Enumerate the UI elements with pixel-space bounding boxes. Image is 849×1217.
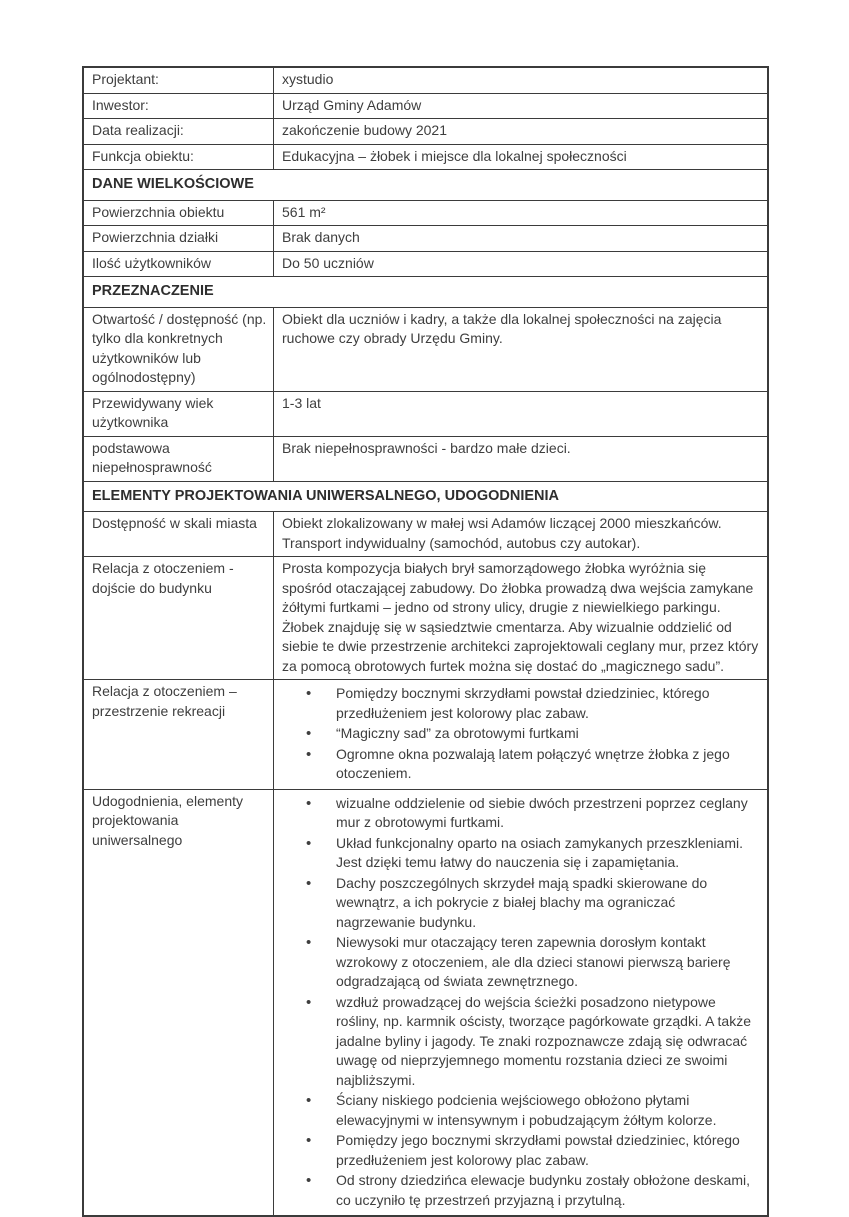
row-value: Edukacyjna – żłobek i miejsce dla lokalnej społeczności	[282, 147, 627, 164]
table-row-ilosc-uzytkownikow	[84, 251, 767, 277]
row-label: Ilość użytkowników	[84, 252, 274, 277]
row-label: Udogodnienia, elementy projektowania uniwersalnego	[84, 790, 274, 1216]
row-label: Dostępność w skali miasta	[84, 512, 274, 556]
table-row-data-realizacji	[84, 118, 767, 144]
row-value: Obiekt zlokalizowany w małej wsi Adamów liczącej 2000 mieszkańców. Transport indywidualny (samochód, autobus czy autokar).	[282, 515, 722, 551]
row-value	[274, 790, 767, 1216]
table-row-przewidywany-wiek	[84, 391, 767, 436]
row-value: Urząd Gminy Adamów	[282, 96, 422, 113]
row-value: zakończenie budowy 2021	[282, 122, 448, 138]
table-row-podstawowa-niepelnosprawnosc	[84, 436, 767, 481]
row-value: 561 m²	[282, 203, 326, 220]
bullet-item: • wzdłuż prowadzącej do wejścia ścieżki posadzono nietypowe rośliny, np. karmnik ościsty, tworzące pagórkowate grządki. A także jadalne byliny i jagody. Te znaki rozpoznawcze zdają się odwracać uwagę od nieprzyjemnego momentu rozstania dzieci ze swoimi najbliższymi.	[306, 993, 757, 1091]
row-value: Prosta kompozycja białych brył samorządowego żłobka wyróżnia się spośród otaczającej zabudowy. Do żłobka prowadzą dwa wejścia zamykane żółtymi furtkami – jedno od strony ulicy, drugie z niewielkiego parkingu. Żłobek znajduję się w sąsiedztwie cmentarza. Aby wizualnie oddzielić od siebie te dwie przestrzenie architekci zaprojektowali ceglany mur, przez który za pomocą obrotowych furtek można się dostać do „magicznego sadu”.	[282, 560, 759, 674]
section-header-dane-wielkosciowe: DANE WIELKOŚCIOWE	[84, 169, 767, 200]
row-label: Data realizacji:	[84, 119, 274, 144]
row-value: Brak niepełnosprawności - bardzo małe dzieci.	[282, 439, 571, 456]
row-label: Przewidywany wiek użytkownika	[84, 392, 274, 436]
section-header-elementy-projektowania: ELEMENTY PROJEKTOWANIA UNIWERSALNEGO, UDOGODNIENIA	[84, 481, 767, 512]
bullet-list	[282, 794, 759, 1211]
table-row-relacja-dojscie	[84, 556, 767, 679]
bullet-item: • Pomiędzy bocznymi skrzydłami powstał dziedziniec, którego przedłużeniem jest kolorowy plac zabaw.	[306, 684, 757, 723]
row-label: Powierzchnia obiektu	[84, 201, 274, 226]
row-label: Powierzchnia działki	[84, 226, 274, 251]
row-value: Obiekt dla uczniów i kadry, a także dla lokalnej społeczności na zajęcia ruchowe czy obrady Urzędu Gminy.	[282, 310, 722, 346]
bullet-item: • “Magiczny sad” za obrotowymi furtkami	[306, 724, 757, 744]
row-label: Otwartość / dostępność (np. tylko dla konkretnych użytkowników lub ogólnodostępny)	[84, 308, 274, 391]
row-label: podstawowa niepełnosprawność	[84, 437, 274, 481]
bullet-item: • Układ funkcjonalny oparto na osiach zamykanych przeszkleniami. Jest dzięki temu łatwy do nauczenia się i zapamiętania.	[306, 834, 757, 873]
table-row-dostepnosc-w-skali-miasta	[84, 511, 767, 556]
table-row-powierzchnia-obiektu	[84, 200, 767, 226]
row-value: 1-3 lat	[282, 394, 321, 411]
table-row-udogodnienia	[84, 789, 767, 1216]
row-value	[274, 680, 767, 789]
table-row-projektant	[84, 68, 767, 93]
table-row-funkcja-obiektu	[84, 144, 767, 170]
row-value: Brak danych	[282, 229, 360, 245]
bullet-item: • Pomiędzy jego bocznymi skrzydłami powstał dziedziniec, którego przedłużeniem jest kolorowy plac zabaw.	[306, 1131, 757, 1170]
table-row-relacja-rekreacja	[84, 679, 767, 789]
row-label: Inwestor:	[84, 94, 274, 119]
row-label: Funkcja obiektu:	[84, 145, 274, 170]
row-value: Do 50 uczniów	[282, 254, 374, 271]
bullet-list	[282, 684, 759, 784]
row-label: Projektant:	[84, 68, 274, 93]
row-label: Relacja z otoczeniem – przestrzenie rekreacji	[84, 680, 274, 789]
row-label: Relacja z otoczeniem - dojście do budynku	[84, 557, 274, 679]
bullet-item: • Dachy poszczególnych skrzydeł mają spadki skierowane do wewnątrz, a ich pokrycie z białej blachy ma ograniczać nagrzewanie budynku.	[306, 874, 757, 933]
project-info-table	[82, 66, 769, 1217]
bullet-item: • Ściany niskiego podcienia wejściowego obłożono płytami elewacyjnymi w intensywnym i pobudzającym żółtym kolorze.	[306, 1091, 757, 1130]
table-row-powierzchnia-dzialki	[84, 225, 767, 251]
bullet-item: • wizualne oddzielenie od siebie dwóch przestrzeni poprzez ceglany mur z obrotowymi furtkami.	[306, 794, 757, 833]
bullet-item: • Ogromne okna pozwalają latem połączyć wnętrze żłobka z jego otoczeniem.	[306, 745, 757, 784]
table-row-otwartosc-dostepnosc	[84, 307, 767, 391]
bullet-item: • Od strony dziedzińca elewacje budynku zostały obłożone deskami, co uczyniło tę przestrzeń przyjazną i przytulną.	[306, 1171, 757, 1210]
section-header-przeznaczenie: PRZEZNACZENIE	[84, 276, 767, 307]
row-value: xystudio	[282, 71, 334, 87]
table-row-inwestor	[84, 93, 767, 119]
bullet-item: • Niewysoki mur otaczający teren zapewnia dorosłym kontakt wzrokowy z otoczeniem, ale dla dzieci stanowi pierwszą barierę odgradzającą od świata zewnętrznego.	[306, 933, 757, 992]
